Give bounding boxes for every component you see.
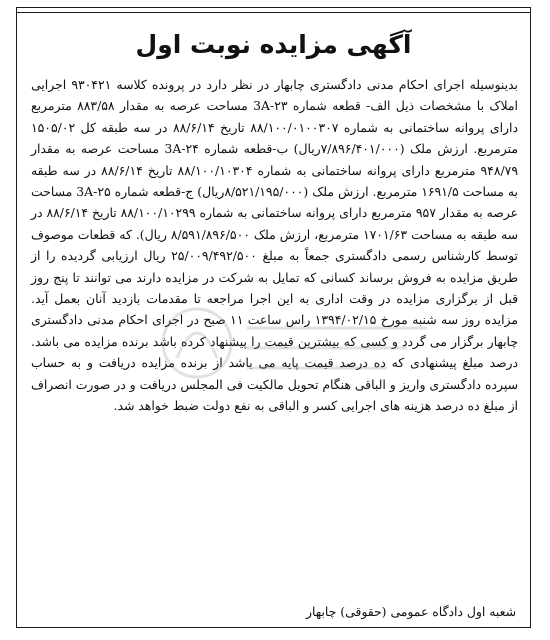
notice-body: بدینوسیله اجرای احکام مدنی دادگستری چابهار در نظر دارد در پرونده کلاسه ۹۳۰۴۲۱ اجرایی املاک با مشخصات ذیل الف- قطعه شماره ۲۳-3A مساحت عرصه به مقدار ۸۸۳/۵۸ مترمربع دارای پروانه ساختمانی به شماره ۸۸/۱۰۰/۰۱۰۰۳۰۷ تاریخ ۸۸/۶/۱۴ در سه طبقه کل ۱۵۰۵/۰۲ مترمربع. ارزش ملک (۷/۸۹۶/۴۰۱/۰۰۰ریال) ب-قطعه شماره ۲۴-3A مساحت عرصه به مقدار ۹۴۸/۷۹ مترمربع دارای پروانه ساختمانی به شماره ۸۸/۱۰۰/۱۰۳۰۴ تاریخ ۸۸/۶/۱۴ در سه طبقه به مساحت ۱۶۹۱/۵ مترمربع. ارزش ملک (۸/۵۲۱/۱۹۵/۰۰۰ریال) ج-قطعه شماره ۲۵-3A مساحت عرصه به مقدار ۹۵۷ مترمربع دارای پروانه ساختمانی به شماره ۸۸/۱۰۰/۱۰۲۹۹ تاریخ ۸۸/۶/۱۴ در سه طبقه به مساحت ۱۷۰۱/۶۳ مترمربع، ارزش ملک ۸/۵۹۱/۸۹۶/۵۰۰ ریال). که قطعات موصوف توسط کارشناس رسمی دادگستری جمعاً به مبلغ ۲۵/۰۰۹/۴۹۲/۵۰۰ ریال ارزیابی گردیده را از طریق مزایده به فروش برساند کسانی که تمایل به شرکت در مزایده دارند می توانند تا پنج روز قبل از برگزاری مزایده در وقت اداری به این اجرا مراجعه تا مقدمات بازدید آنان بعمل آید. مزایده روز سه شنبه مورخ ۱۳۹۴/۰۲/۱۵ راس ساعت ۱۱ صبح در اجرای احکام مدنی دادگستری چابهار برگزار می گردد و کسی که بیشترین قیمت را پیشنهاد کرده باشد برنده مزایده می باشد. درصد مبلغ پیشنهادی که ده درصد قیمت پایه می باشد از برنده مزایده دریافت و به حساب سپرده دادگستری واریز و الباقی هنگام تحویل مالکیت فی المجلس دریافت و در صورت انصراف از مبلغ ده درصد هزینه های اجرایی کسر و الباقی به نفع دولت ضبط خواهد شد. — [31, 77, 519, 414]
auction-notice — [16, 7, 531, 628]
notice-title: آگهی مزایده نوبت اول — [135, 30, 412, 59]
issuer-signature: شعبه اول دادگاه عمومی (حقوقی) چابهار — [305, 604, 516, 619]
top-border-rule — [17, 8, 530, 13]
